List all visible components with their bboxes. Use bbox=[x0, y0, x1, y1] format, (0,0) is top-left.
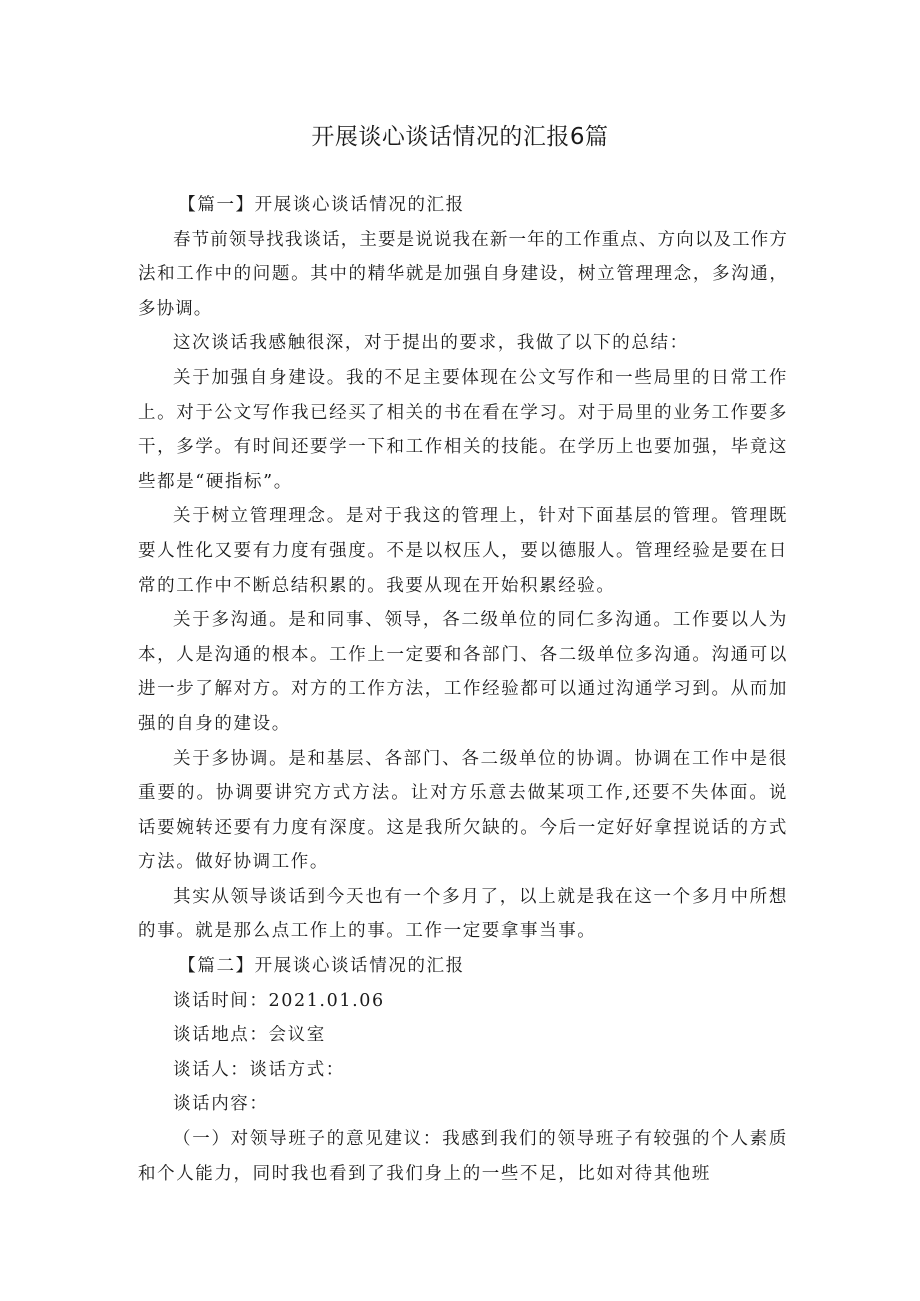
document-body bbox=[138, 188, 788, 1191]
paragraph: 春节前领导找我谈话，主要是说说我在新一年的工作重点、方向以及工作方法和工作中的问题。其中的精华就是加强自身建设，树立管理理念，多沟通，多协调。 bbox=[138, 229, 788, 319]
section-heading-1: 【篇一】开展谈心谈话情况的汇报 bbox=[178, 195, 465, 215]
meeting-content-label: 谈话内容： bbox=[173, 1094, 269, 1115]
meeting-time: 谈话时间：2021.01.06 bbox=[173, 990, 385, 1011]
paragraph: （一）对领导班子的意见建议：我感到我们的领导班子有较强的个人素质和个人能力，同时我也看到了我们身上的一些不足，比如对待其他班 bbox=[138, 1129, 788, 1184]
paragraph: 其实从领导谈话到今天也有一个多月了，以上就是我在这一个多月中所想的事。就是那么点工作上的事。工作一定要拿事当事。 bbox=[138, 886, 788, 942]
meeting-participants: 谈话人：谈话方式： bbox=[173, 1059, 345, 1080]
paragraph: 这次谈话我感触很深，对于提出的要求，我做了以下的总结： bbox=[173, 333, 689, 354]
paragraph: 关于多协调。是和基层、各部门、各二级单位的协调。协调在工作中是很重要的。协调要讲究方式方法。让对方乐意去做某项工作,还要不失体面。说话要婉转还要有力度有深度。这是我所欠缺的。今后一定好好拿捏说话的方式方法。做好协调工作。 bbox=[138, 748, 788, 873]
paragraph: 关于树立管理理念。是对于我这的管理上，针对下面基层的管理。管理既要人性化又要有力度有强度。不是以权压人，要以德服人。管理经验是要在日常的工作中不断总结积累的。我要从现在开始积累经验。 bbox=[138, 506, 788, 596]
section-heading-2: 【篇二】开展谈心谈话情况的汇报 bbox=[178, 956, 465, 977]
document-title: 开展谈心谈话情况的汇报6篇 bbox=[311, 124, 609, 150]
paragraph: 关于加强自身建设。我的不足主要体现在公文写作和一些局里的日常工作上。对于公文写作我已经买了相关的书在看在学习。对于局里的业务工作要多干，多学。有时间还要学一下和工作相关的技能。在学历上也要加强，毕竟这些都是“硬指标”。 bbox=[138, 367, 788, 492]
meeting-location: 谈话地点：会议室 bbox=[173, 1025, 326, 1046]
paragraph: 关于多沟通。是和同事、领导，各二级单位的同仁多沟通。工作要以人为本，人是沟通的根本。工作上一定要和各部门、各二级单位多沟通。沟通可以进一步了解对方。对方的工作方法，工作经验都可以通过沟通学习到。从而加强的自身的建设。 bbox=[138, 610, 788, 734]
